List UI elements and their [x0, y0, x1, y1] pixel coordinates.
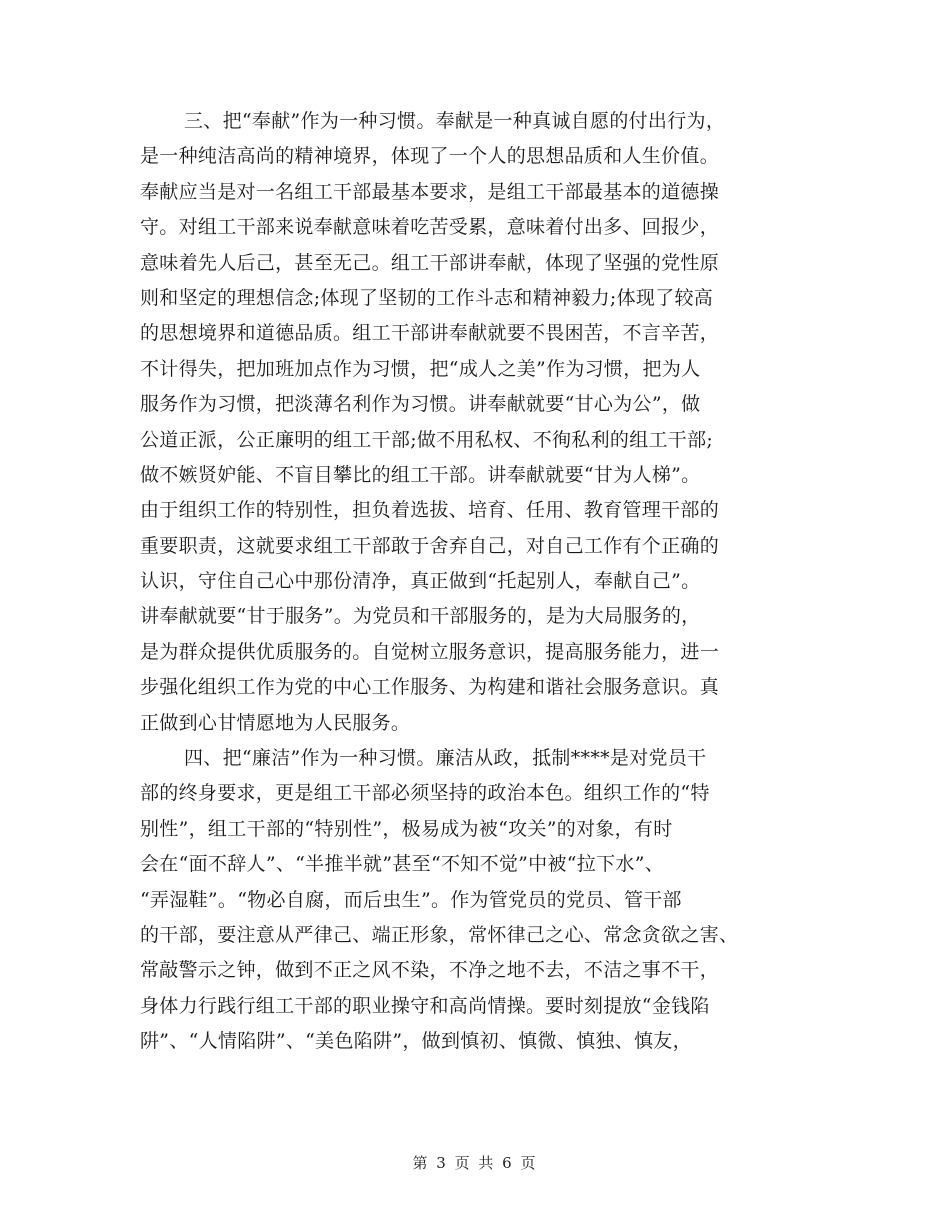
- text-line: 做不嫉贤妒能、不盲目攀比的组工干部。讲奉献就要“甘为人梯”。: [140, 463, 701, 486]
- text-line: 正做到心甘情愿地为人民服务。: [140, 711, 411, 734]
- text-line: 则和坚定的理想信念;体现了坚韧的工作斗志和精神毅力;体现了较高: [140, 286, 714, 309]
- document-body: [140, 104, 812, 1060]
- text-line: 公道正派，公正廉明的组工干部;做不用私权、不徇私利的组工干部;: [140, 428, 714, 451]
- text-line: 认识，守住自己心中那份清净，真正做到“托起别人，奉献自己”。: [140, 570, 701, 593]
- paragraph-dedication: [140, 104, 812, 741]
- text-line: 守。对组工干部来说奉献意味着吃苦受累，意味着付出多、回报少，: [140, 216, 720, 239]
- text-line: 别性”，组工干部的“特别性”，极易成为被“攻关”的对象，有时: [140, 817, 673, 840]
- text-line: 阱”、“人情陷阱”、“美色陷阱”，做到慎初、慎微、慎独、慎友，: [140, 1030, 692, 1053]
- text-line: 四、把“廉洁”作为一种习惯。廉洁从政，抵制****是对党员干: [184, 747, 707, 770]
- text-line: 身体力行践行组工干部的职业操守和高尚情操。要时刻提放“金钱陷: [140, 994, 710, 1017]
- page-footer: 第 3 页 共 6 页: [412, 1154, 538, 1172]
- text-line: 是为群众提供优质服务的。自觉树立服务意识，提高服务能力，进一: [140, 640, 720, 663]
- text-line: 会在“面不辞人”、“半推半就”甚至“不知不觉”中被“拉下水”、: [140, 853, 665, 876]
- text-line: 部的终身要求，更是组工干部必须坚持的政治本色。组织工作的“特: [140, 782, 710, 805]
- text-line: 三、把“奉献”作为一种习惯。奉献是一种真诚自愿的付出行为，: [184, 110, 726, 132]
- text-line: 奉献应当是对一名组工干部最基本要求，是组工干部最基本的道德操: [140, 180, 720, 203]
- text-line: 是一种纯洁高尚的精神境界，体现了一个人的思想品质和人生价值。: [140, 145, 720, 168]
- text-line: 讲奉献就要“甘于服务”。为党员和干部服务的，是为大局服务的，: [140, 605, 701, 628]
- text-line: 重要职责，这就要求组工干部敢于舍弃自己，对自己工作有个正确的: [140, 534, 720, 557]
- text-line: 由于组织工作的特别性，担负着选拔、培育、任用、教育管理干部的: [140, 499, 720, 522]
- text-line: 不计得失，把加班加点作为习惯，把“成人之美”作为习惯，把为人: [140, 357, 701, 380]
- text-line: “弄湿鞋”。“物必自腐，而后虫生”。作为管党员的党员、管干部: [140, 888, 682, 911]
- text-line: 的干部，要注意从严律己、端正形象，常怀律己之心、常念贪欲之害、: [140, 923, 739, 946]
- text-line: 常敲警示之钟，做到不正之风不染，不净之地不去，不洁之事不干，: [140, 959, 720, 982]
- text-line: 的思想境界和道德品质。组工干部讲奉献就要不畏困苦，不言辛苦，: [140, 322, 720, 345]
- text-line: 意味着先人后己，甚至无己。组工干部讲奉献，体现了坚强的党性原: [140, 251, 720, 274]
- paragraph-integrity: [140, 741, 812, 1060]
- text-line: 服务作为习惯，把淡薄名利作为习惯。讲奉献就要“甘心为公”，做: [140, 393, 701, 416]
- text-line: 步强化组织工作为党的中心工作服务、为构建和谐社会服务意识。真: [140, 676, 720, 699]
